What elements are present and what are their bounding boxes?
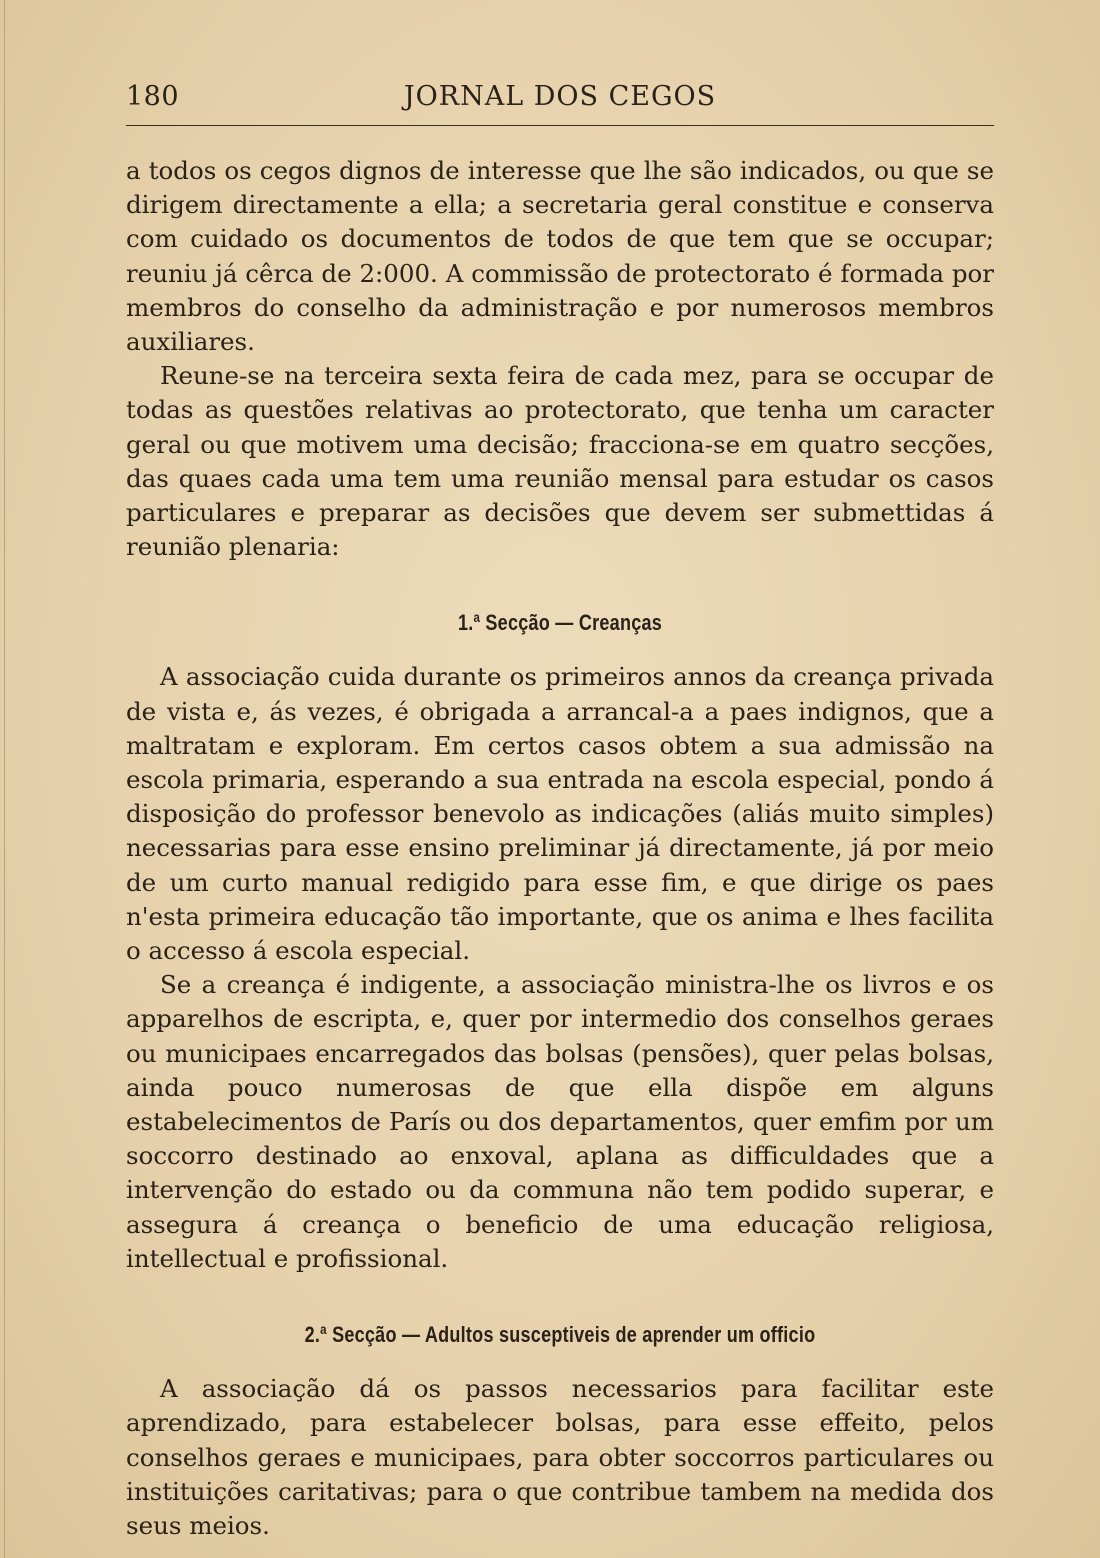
section-1-title: Secção — Creanças: [480, 610, 663, 636]
section-2-ordinal: a: [320, 1321, 327, 1338]
paragraph-3: A associação cuida durante os primeiros annos da creança privada de vista e, ás vezes, é obrigada a arrancal-a a paes indignos, que a maltratam e exploram. Em certos casos obtem a sua admissão na escola primaria, esperando a sua entrada na escola especial, pondo á disposição do professor benevolo as indicações (aliás muito simples) necessarias para esse ensino preliminar já directamente, já por meio de um curto manual redigido para esse fim, e que dirige os paes n'esta primeira educação tão importante, que os anima e lhes facilita o accesso á escola especial.: [126, 662, 994, 966]
section-1-ordinal: a: [473, 609, 481, 626]
page-edge-line: [4, 0, 5, 1558]
spacer: [126, 1350, 994, 1372]
page-number: 180: [126, 81, 180, 112]
body-text: [126, 154, 994, 1543]
running-title: JORNAL DOS CEGOS: [403, 81, 717, 112]
spacer: [126, 1276, 994, 1314]
section-heading-2: [204, 1314, 916, 1350]
section-heading-1: [204, 602, 916, 638]
header-rule: [126, 125, 994, 126]
page-header: [126, 80, 994, 120]
section-2-number: 2.: [304, 1322, 321, 1348]
paragraph-2: Reune-se na terceira sexta feira de cada mez, para se occupar de todas as questões relativas ao protectorato, que tenha um caracter geral ou que motivem uma decisão; fracciona-se em quatro secções, das quaes cada uma tem uma reunião mensal para estudar os casos particulares e preparar as decisões que devem ser submettidas á reunião plenaria:: [126, 361, 994, 562]
paragraph-5: A associação dá os passos necessarios para facilitar este aprendizado, para estabelecer bolsas, para esse effeito, pelos conselhos geraes e municipaes, para obter soccorros particulares ou instituições caritativas; para o que contribue tambem na medida dos seus meios.: [126, 1374, 994, 1540]
section-1-number: 1.: [457, 610, 474, 636]
page: [126, 80, 994, 1540]
spacer: [126, 564, 994, 602]
paragraph-1: a todos os cegos dignos de interesse que lhe são indicados, ou que se dirigem directamente a ella; a secretaria geral constitue e conserva com cuidado os documentos de todos de que tem que se occupar; reuniu já cêrca de 2:000. A commissão de protectorato é formada por membros do conselho da administração e por numerosos membros auxiliares.: [126, 156, 994, 357]
section-2-title: Secção — Adultos susceptiveis de aprender um officio: [326, 1322, 816, 1348]
paragraph-4: Se a creança é indigente, a associação ministra-lhe os livros e os apparelhos de escripta, e, quer por intermedio dos conselhos geraes ou municipaes encarregados das bolsas (pensões), quer pelas bolsas, ainda pouco numerosas de que ella dispõe em alguns estabelecimentos de París ou dos departamentos, quer emfim por um soccorro destinado ao enxoval, aplana as difficuldades que a intervenção do estado ou da communa não tem podido superar, e assegura á creança o beneficio de uma educação religiosa, intellectual e profissional.: [126, 970, 994, 1273]
spacer: [126, 638, 994, 660]
